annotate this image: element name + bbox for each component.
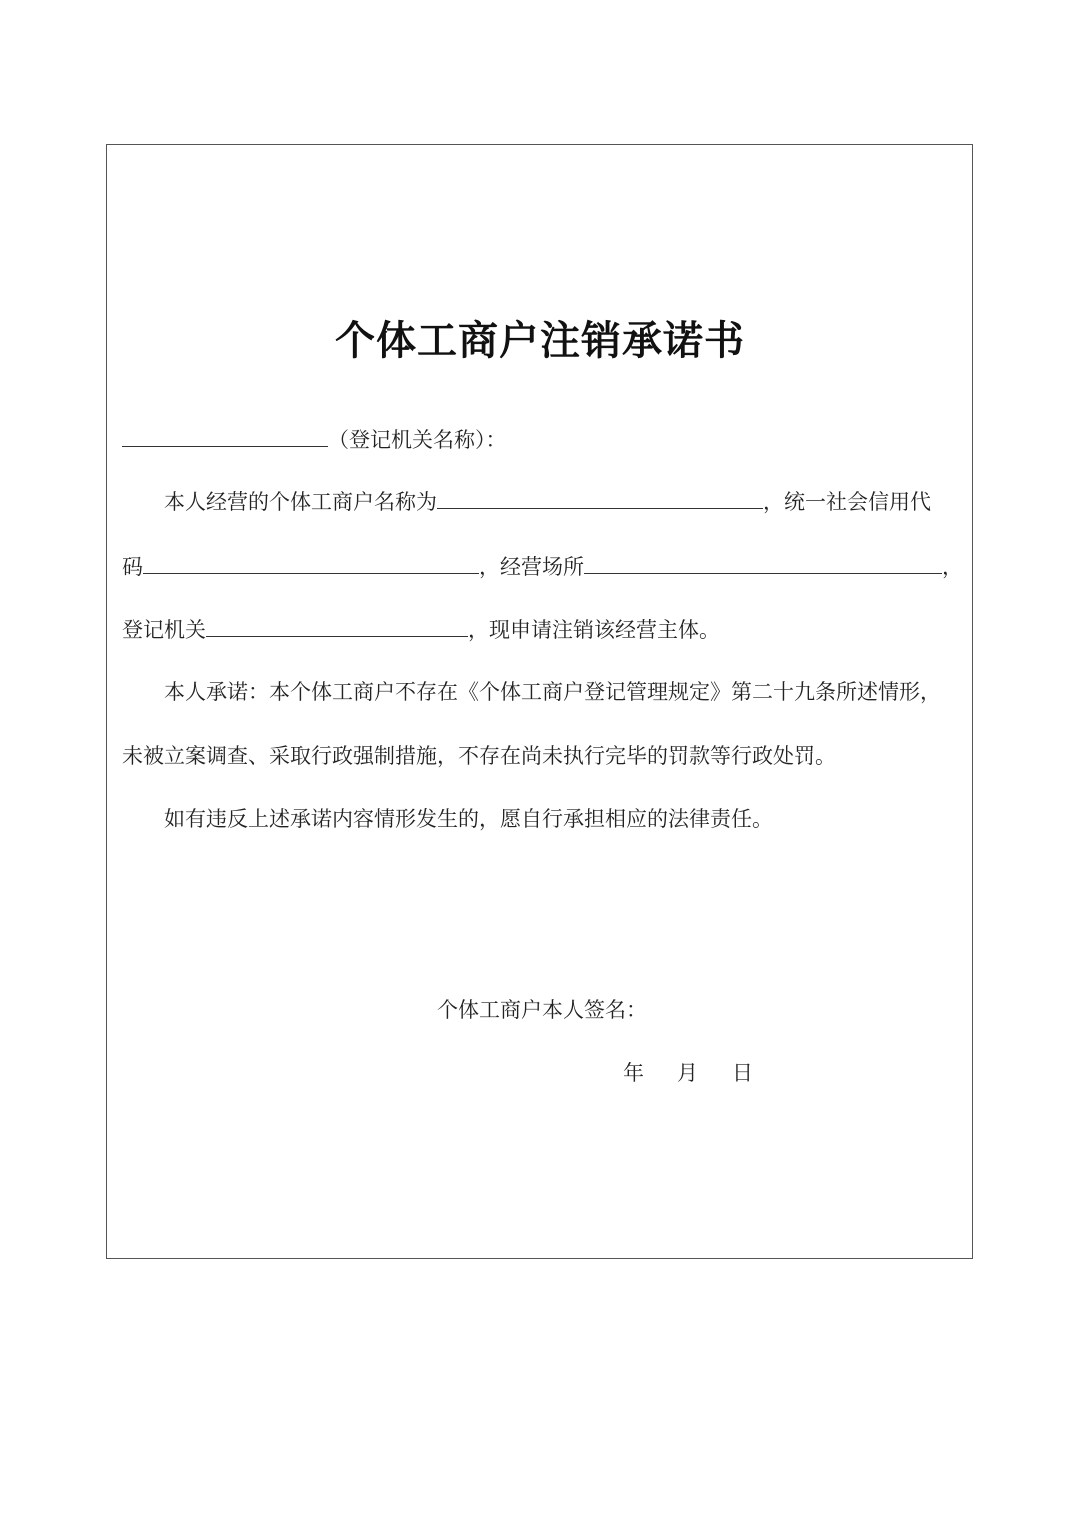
addressee-suffix: （登记机关名称）：	[328, 428, 507, 452]
document-title: 个体工商户注销承诺书	[335, 317, 745, 364]
para1-line1	[164, 486, 931, 517]
para1-line2	[122, 551, 963, 582]
business-place-blank[interactable]	[584, 551, 942, 574]
registration-authority-blank[interactable]	[122, 424, 328, 447]
para1-after-name: ，统一社会信用代	[763, 490, 931, 514]
para1-after-authority: ，现申请注销该经营主体。	[468, 618, 720, 642]
para2-line2: 未被立案调查、采取行政强制措施，不存在尚未执行完毕的罚款等行政处罚。	[122, 744, 836, 768]
para1-line3	[122, 614, 720, 645]
para1-after-code: ，经营场所	[479, 555, 584, 579]
date-day: 日	[732, 1061, 753, 1085]
date-year: 年	[623, 1061, 644, 1085]
para3-line: 如有违反上述承诺内容情形发生的，愿自行承担相应的法律责任。	[164, 807, 773, 831]
authority-prefix: 登记机关	[122, 618, 206, 642]
para1-after-place: ，	[942, 555, 963, 579]
para1-lead: 本人经营的个体工商户名称为	[164, 490, 437, 514]
authority-blank[interactable]	[206, 614, 468, 637]
addressee-line	[122, 424, 507, 455]
para2-line1: 本人承诺：本个体工商户不存在《个体工商户登记管理规定》第二十九条所述情形，	[164, 680, 941, 704]
business-name-blank[interactable]	[437, 486, 763, 509]
date-month: 月	[677, 1061, 698, 1085]
credit-code-blank[interactable]	[143, 551, 479, 574]
code-prefix: 码	[122, 555, 143, 579]
signature-label: 个体工商户本人签名：	[437, 998, 647, 1022]
